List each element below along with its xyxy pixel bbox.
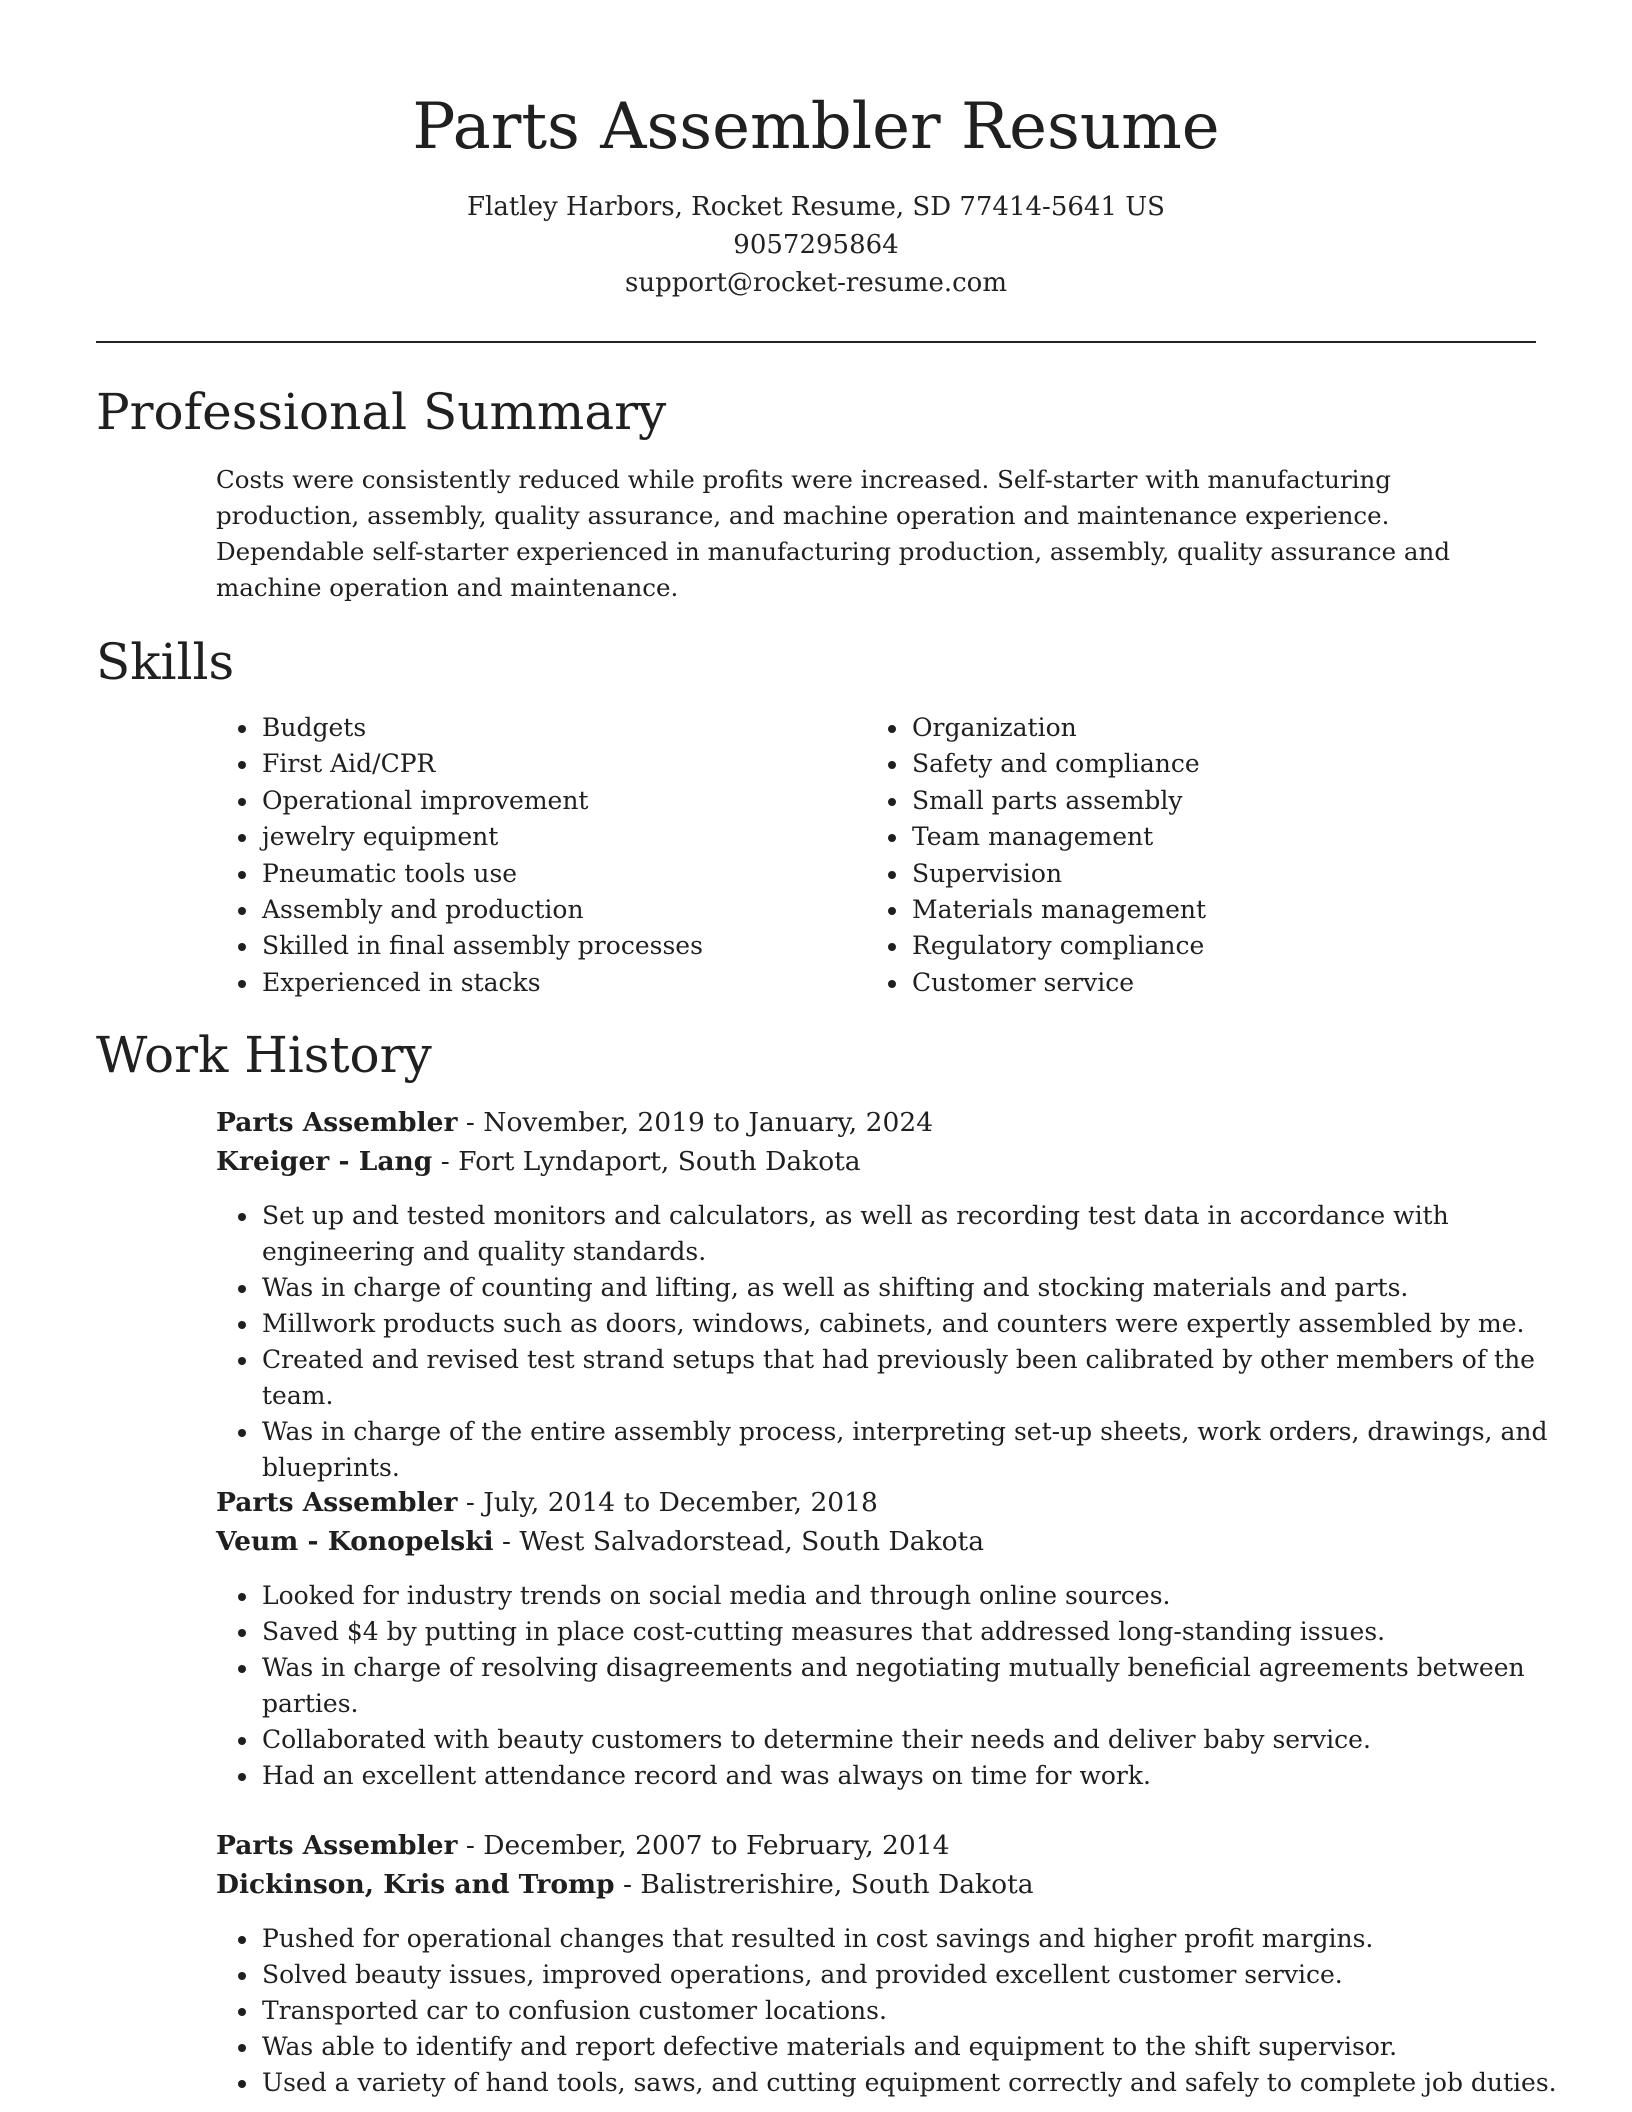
job-bullet: • Transported car to confusion customer locations. — [260, 1993, 1580, 2029]
job-location: - Fort Lyndaport, South Dakota — [432, 1146, 861, 1177]
skill-item: • Regulatory compliance — [910, 928, 1206, 964]
summary-text: Costs were consistently reduced while profits were increased. Self-starter with manufacturing production, assembly, quality assurance, and machine operation and maintenance experience. Dependable self-starter experienced in manufacturing production, assembly, quality assurance and machine operation and maintenance. — [216, 465, 1450, 602]
job-role: Parts Assembler — [216, 1487, 458, 1518]
skill-item: • Supervision — [910, 856, 1206, 892]
section-title-summary: Professional Summary — [96, 383, 667, 441]
skill-item: • jewelry equipment — [260, 819, 703, 855]
job-title-line — [216, 1484, 878, 1522]
skill-item: • Experienced in stacks — [260, 965, 703, 1001]
skill-item: • First Aid/CPR — [260, 746, 703, 782]
job-location: - West Salvadorstead, South Dakota — [493, 1526, 985, 1557]
skill-item: • Operational improvement — [260, 783, 703, 819]
resume-header — [96, 84, 1536, 302]
job-bullet: • Created and revised test strand setups that had previously been calibrated by other members of the team. — [260, 1342, 1580, 1414]
skill-item: • Organization — [910, 710, 1206, 746]
skills-list-right — [866, 710, 1206, 1001]
skill-item: • Customer service — [910, 965, 1206, 1001]
job-bullet: • Pushed for operational changes that resulted in cost savings and higher profit margins. — [260, 1921, 1580, 1957]
job-company-line — [216, 1143, 861, 1181]
job-bullet: • Was able to identify and report defective materials and equipment to the shift supervisor. — [260, 2029, 1580, 2065]
section-title-work-history: Work History — [96, 1026, 432, 1084]
contact-email: support@rocket-resume.com — [624, 268, 1007, 298]
job-title-line — [216, 1827, 950, 1865]
job-bullets — [216, 1198, 1580, 1486]
resume-title: Parts Assembler Resume — [412, 90, 1220, 164]
skills-list-left — [216, 710, 703, 1001]
job-bullet: • Was in charge of resolving disagreements and negotiating mutually beneficial agreements between parties. — [260, 1650, 1580, 1722]
contact-block — [96, 188, 1536, 302]
job-title-line — [216, 1104, 933, 1142]
skill-item: • Small parts assembly — [910, 783, 1206, 819]
job-role: Parts Assembler — [216, 1830, 458, 1861]
skill-item: • Budgets — [260, 710, 703, 746]
contact-phone: 9057295864 — [733, 230, 899, 260]
job-company: Veum - Konopelski — [216, 1526, 494, 1557]
job-dates: - July, 2014 to December, 2018 — [457, 1487, 878, 1518]
job-bullet: • Used a variety of hand tools, saws, and cutting equipment correctly and safely to complete job duties. — [260, 2065, 1580, 2101]
job-bullet: • Was in charge of the entire assembly process, interpreting set-up sheets, work orders, drawings, and blueprints. — [260, 1414, 1580, 1486]
job-role: Parts Assembler — [216, 1107, 458, 1138]
job-bullet: • Was in charge of counting and lifting, as well as shifting and stocking materials and parts. — [260, 1270, 1580, 1306]
contact-address: Flatley Harbors, Rocket Resume, SD 77414-5641 US — [466, 192, 1165, 222]
job-bullet: • Looked for industry trends on social media and through online sources. — [260, 1578, 1580, 1614]
job-company-line — [216, 1523, 984, 1561]
job-bullets — [216, 1921, 1580, 2101]
skill-item: • Pneumatic tools use — [260, 856, 703, 892]
skill-item: • Team management — [910, 819, 1206, 855]
job-bullet: • Saved $4 by putting in place cost-cutting measures that addressed long-standing issues. — [260, 1614, 1580, 1650]
job-location: - Balistrerishire, South Dakota — [614, 1869, 1034, 1900]
job-bullet: • Solved beauty issues, improved operations, and provided excellent customer service. — [260, 1957, 1580, 1993]
skill-item: • Assembly and production — [260, 892, 703, 928]
job-company: Kreiger - Lang — [216, 1146, 433, 1177]
job-company: Dickinson, Kris and Tromp — [216, 1869, 615, 1900]
job-bullet: • Had an excellent attendance record and was always on time for work. — [260, 1758, 1580, 1794]
job-bullet: • Set up and tested monitors and calculators, as well as recording test data in accordance with engineering and quality standards. — [260, 1198, 1580, 1270]
header-divider — [96, 341, 1536, 343]
section-title-skills: Skills — [96, 633, 235, 691]
job-dates: - November, 2019 to January, 2024 — [457, 1107, 934, 1138]
job-dates: - December, 2007 to February, 2014 — [457, 1830, 950, 1861]
skill-item: • Materials management — [910, 892, 1206, 928]
skill-item: • Safety and compliance — [910, 746, 1206, 782]
skill-item: • Skilled in final assembly processes — [260, 928, 703, 964]
job-bullet: • Millwork products such as doors, windows, cabinets, and counters were expertly assembled by me. — [260, 1306, 1580, 1342]
job-bullet: • Collaborated with beauty customers to determine their needs and deliver baby service. — [260, 1722, 1580, 1758]
job-company-line — [216, 1866, 1034, 1904]
job-bullets — [216, 1578, 1580, 1794]
